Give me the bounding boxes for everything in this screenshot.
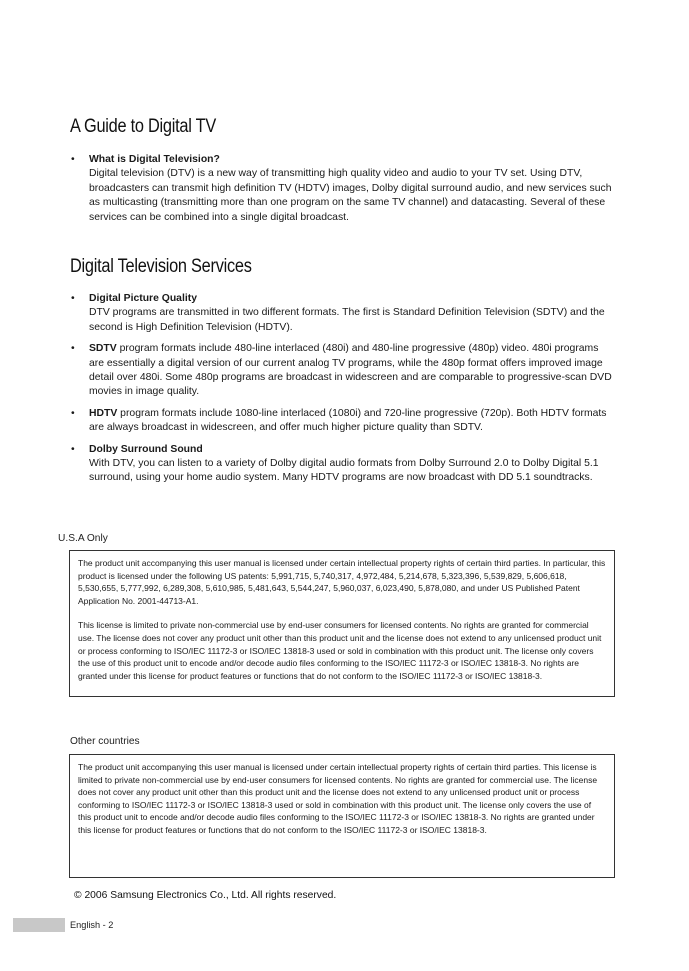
copyright-notice: © 2006 Samsung Electronics Co., Ltd. All rights reserved. xyxy=(74,890,337,901)
bullet-text: program formats include 480-line interlaced (480i) and 480-line progressive (480p) video. 480i programs are essentially a digital version of our current analog TV programs, while the 480p format offers improved image detail over 480i. Some 480p programs are broadcast in widescreen and are comparable to progressive-scan DVD movies in image quality. xyxy=(89,343,612,398)
bullet-text: DTV programs are transmitted in two different formats. The first is Standard Definition Television (SDTV) and the second is High Definition Television (HDTV). xyxy=(89,307,605,333)
bullet-title: • Dolby Surround Sound xyxy=(89,443,203,455)
usa-license-paragraph-2: This license is limited to private non-commercial use by end-user consumers for licensed contents. No rights are granted for commercial use. The license does not cover any product unit other than this product unit and the license does not extend to any unlicensed product unit or process conforming to ISO/IEC 11172-3 or ISO/IEC 13818-3 used or sold in combination with this product unit. The license only covers the use of this product unit to encode and/or decode audio files conforming to the ISO/IEC 11172-3 or ISO/IEC 13818-3. No rights are granted under this license for product features or functions that do not conform to the ISO/IEC 11172-3 or ISO/IEC 13818-3. xyxy=(78,620,602,681)
other-license-paragraph: The product unit accompanying this user manual is licensed under certain intellectual property rights of certain third parties. This license is limited to private non-commercial use by end-user consumers for licensed contents. No rights are granted for commercial use. The license does not cover any product unit other than this product unit and the license does not extend to any unlicensed product unit or process conforming to ISO/IEC 11172-3 or ISO/IEC 13818-3 used or sold in combination with this product unit. The license only covers the use of this product unit to encode and/or decode audio files conforming to the ISO/IEC 11172-3 or ISO/IEC 13818-3. No rights are granted under this license for product features or functions that do not conform to the ISO/IEC 11172-3 or ISO/IEC 13818-3. xyxy=(78,762,598,835)
bullet-dolby-sound xyxy=(70,443,615,486)
bullet-picture-quality xyxy=(70,292,615,335)
bullet-what-is-dtv xyxy=(70,153,615,225)
other-license-box xyxy=(69,754,615,878)
bullet-sdtv xyxy=(70,342,615,400)
section-title-guide: A Guide to Digital TV xyxy=(70,116,216,137)
bullet-lead: HDTV xyxy=(89,407,118,419)
guide-bullet-list xyxy=(70,153,615,225)
bullet-hdtv xyxy=(70,407,615,436)
usa-license-box xyxy=(69,550,615,697)
bullet-text: With DTV, you can listen to a variety of Dolby digital audio formats from Dolby Surround 2.0 to Dolby Digital 5.1 surround, using your home audio system. Many HDTV programs are now broadcast with DD 5.1 soundtracks. xyxy=(89,458,599,484)
bullet-lead: SDTV xyxy=(89,343,117,355)
bullet-text: program formats include 1080-line interlaced (1080i) and 720-line progressive (720p). Both HDTV formats are always broadcast in widescreen, and offer much higher picture quality than SDTV. xyxy=(89,407,607,434)
bullet-title: • What is Digital Television? xyxy=(89,154,220,165)
section-title-services: Digital Television Services xyxy=(70,256,252,277)
bullet-text: Digital television (DTV) is a new way of transmitting high quality video and audio to your TV set. Using DTV, broadcasters can transmit high definition TV (HDTV) images, Dolby digital surround audio, and new services such as multicasting (transmitting more than one program on the same TV channel) and datacasting. Several of these services can be combined into a single digital broadcast. xyxy=(89,168,612,223)
other-countries-label: Other countries xyxy=(70,736,140,747)
bullet-title: • Digital Picture Quality xyxy=(89,293,197,304)
footer-page-tab xyxy=(13,918,65,932)
usa-only-label: U.S.A Only xyxy=(58,533,108,544)
footer-page-number: English - 2 xyxy=(70,920,114,930)
usa-license-paragraph-1: The product unit accompanying this user manual is licensed under certain intellectual property rights of certain third parties. In particular, this product is licensed under the following US patents: 5,991,715, 5,740,317, 4,972,484, 5,214,678, 5,323,396, 5,539,829, 5,606,618, 5,530,655, 5,777,992, 6,289,308, 5,610,985, 5,481,643, 5,544,247, 5,960,037, 6,023,490, 5,878,080, and under US Published Patent Application No. 2001-44713-A1. xyxy=(78,558,606,606)
services-bullet-list xyxy=(70,292,615,486)
